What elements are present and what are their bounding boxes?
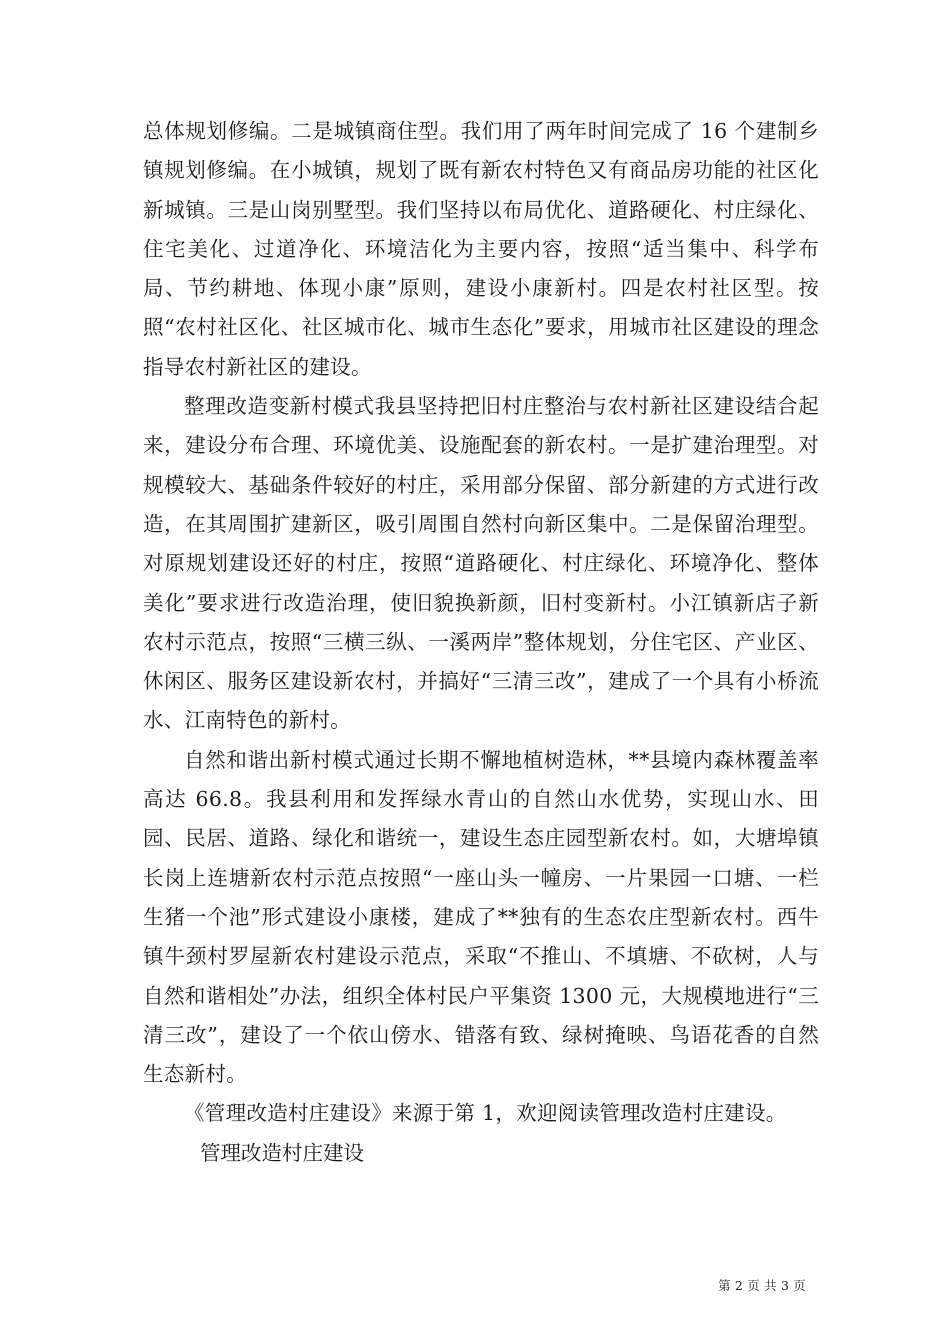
page-number: 第 2 页 共 3 页: [718, 1278, 806, 1293]
paragraph-continuation: 总体规划修编。二是城镇商住型。我们用了两年时间完成了 16 个建制乡镇规划修编。在小城镇，规划了既有新农村特色又有商品房功能的社区化新城镇。三是山岗别墅型。我们坚持以布局优化、道路硬化、村庄绿化、住宅美化、过道净化、环境洁化为主要内容，按照“适当集中、科学布局、节约耕地、体现小康”原则，建设小康新村。四是农村社区型。按照“农村社区化、社区城市化、城市生态化”要求，用城市社区建设的理念指导农村新社区的建设。: [143, 119, 819, 379]
paragraph-harmony-model: 自然和谐出新村模式通过长期不懈地植树造林，**县境内森林覆盖率高达 66.8。我县利用和发挥绿水青山的自然山水优势，实现山水、田园、民居、道路、绿化和谐统一，建设生态庄园型新农村。如，大塘埠镇长岗上连塘新农村示范点按照“一座山头一幢房、一片果园一口塘、一栏生猪一个池”形式建设小康楼，建成了**独有的生态农庄型新农村。西牛镇牛颈村罗屋新农村建设示范点，采取“不推山、不填塘、不砍树，人与自然和谐相处”办法，组织全体村民户平集资 1300 元，大规模地进行“三清三改”，建设了一个依山傍水、错落有致、绿树掩映、鸟语花香的自然生态新村。: [143, 747, 819, 1087]
closing-title: 管理改造村庄建设: [200, 1140, 364, 1165]
paragraph-source-note: 《管理改造村庄建设》来源于第 1，欢迎阅读管理改造村庄建设。: [184, 1101, 787, 1126]
paragraph-renovation-model: 整理改造变新村模式我县坚持把旧村庄整治与农村新社区建设结合起来，建设分布合理、环境优美、设施配套的新农村。一是扩建治理型。对规模较大、基础条件较好的村庄，采用部分保留、部分新建的方式进行改造，在其周围扩建新区，吸引周围自然村向新区集中。二是保留治理型。对原规划建设还好的村庄，按照“道路硬化、村庄绿化、环境净化、整体美化”要求进行改造治理，使旧貌换新颜，旧村变新村。小江镇新店子新农村示范点，按照“三横三纵、一溪两岸”整体规划，分住宅区、产业区、休闲区、服务区建设新农村，并搞好“三清三改”，建成了一个具有小桥流水、江南特色的新村。: [143, 394, 819, 733]
document-body: [143, 112, 819, 1173]
